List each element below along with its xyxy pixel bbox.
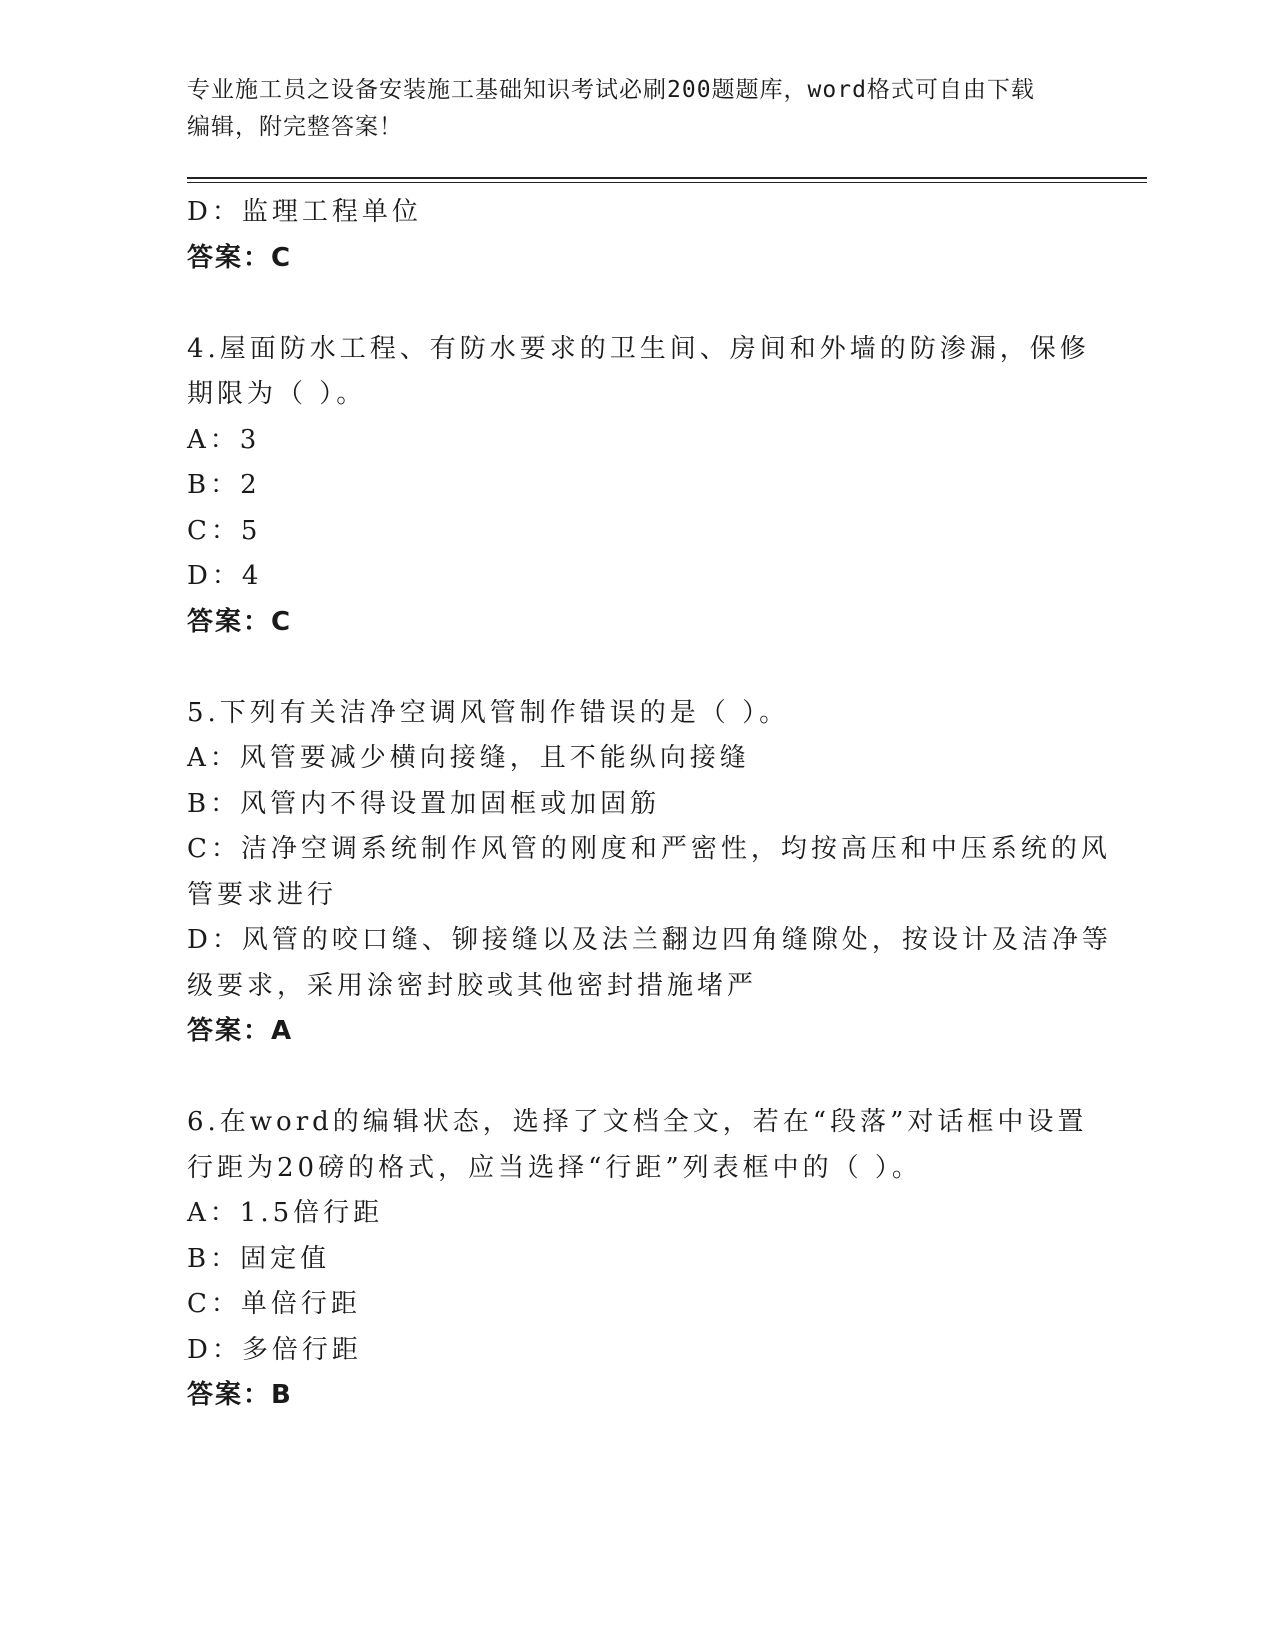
- question-6: [187, 1100, 1088, 1419]
- header-divider-thick: [187, 177, 1147, 179]
- q4-option-a: A：3: [187, 424, 261, 455]
- q6-option-d: D：多倍行距: [187, 1334, 362, 1365]
- document-header: [187, 72, 1087, 146]
- q5-option-c-line-2: 管要求进行: [187, 879, 338, 910]
- header-title-line-2: 编辑，附完整答案！: [187, 114, 403, 140]
- q5-answer: 答案：A: [187, 1016, 294, 1046]
- q4-answer: 答案：C: [187, 606, 293, 637]
- header-divider-thin: [187, 182, 1147, 183]
- spacer: [187, 281, 1067, 327]
- question-5: [187, 691, 1112, 1055]
- question-3: [187, 190, 1067, 281]
- spacer: [187, 645, 1067, 691]
- question-content: [187, 190, 1112, 1419]
- q6-option-c: C：单倍行距: [187, 1289, 361, 1319]
- q6-option-b: B：固定值: [187, 1243, 331, 1274]
- q5-stem: 5.下列有关洁净空调风管制作错误的是（ ）。: [187, 697, 790, 728]
- q5-option-b: B：风管内不得设置加固框或加固筋: [187, 788, 661, 819]
- q4-stem-line-1: 4.屋面防水工程、有防水要求的卫生间、房间和外墙的防渗漏，保修: [187, 333, 1090, 364]
- spacer: [187, 1055, 1067, 1101]
- q6-option-a: A：1.5倍行距: [187, 1198, 384, 1228]
- q4-option-b: B：2: [187, 470, 261, 500]
- q5-option-d-line-1: D：风管的咬口缝、铆接缝以及法兰翻边四角缝隙处，按设计及洁净等: [187, 925, 1112, 955]
- question-4: [187, 327, 1090, 646]
- q6-answer: 答案：B: [187, 1380, 293, 1410]
- q5-option-a: A：风管要减少横向接缝，且不能纵向接缝: [187, 743, 750, 773]
- q3-answer: 答案：C: [187, 242, 293, 273]
- q6-stem-line-2: 行距为20磅的格式，应当选择“行距”列表框中的（ ）。: [187, 1152, 922, 1183]
- header-title-line-1: 专业施工员之设备安装施工基础知识考试必刷200题题库，word格式可自由下载: [187, 77, 1035, 103]
- q4-stem-line-2: 期限为（ ）。: [187, 379, 367, 409]
- q5-option-d-line-2: 级要求，采用涂密封胶或其他密封措施堵严: [187, 970, 758, 1001]
- q3-option-d: D：监理工程单位: [187, 197, 422, 227]
- q4-option-d: D：4: [187, 561, 263, 591]
- q4-option-c: C：5: [187, 515, 262, 546]
- q6-stem-line-1: 6.在word的编辑状态，选择了文档全文，若在“段落”对话框中设置: [187, 1107, 1088, 1137]
- q5-option-c-line-1: C：洁净空调系统制作风管的刚度和严密性，均按高压和中压系统的风: [187, 834, 1111, 864]
